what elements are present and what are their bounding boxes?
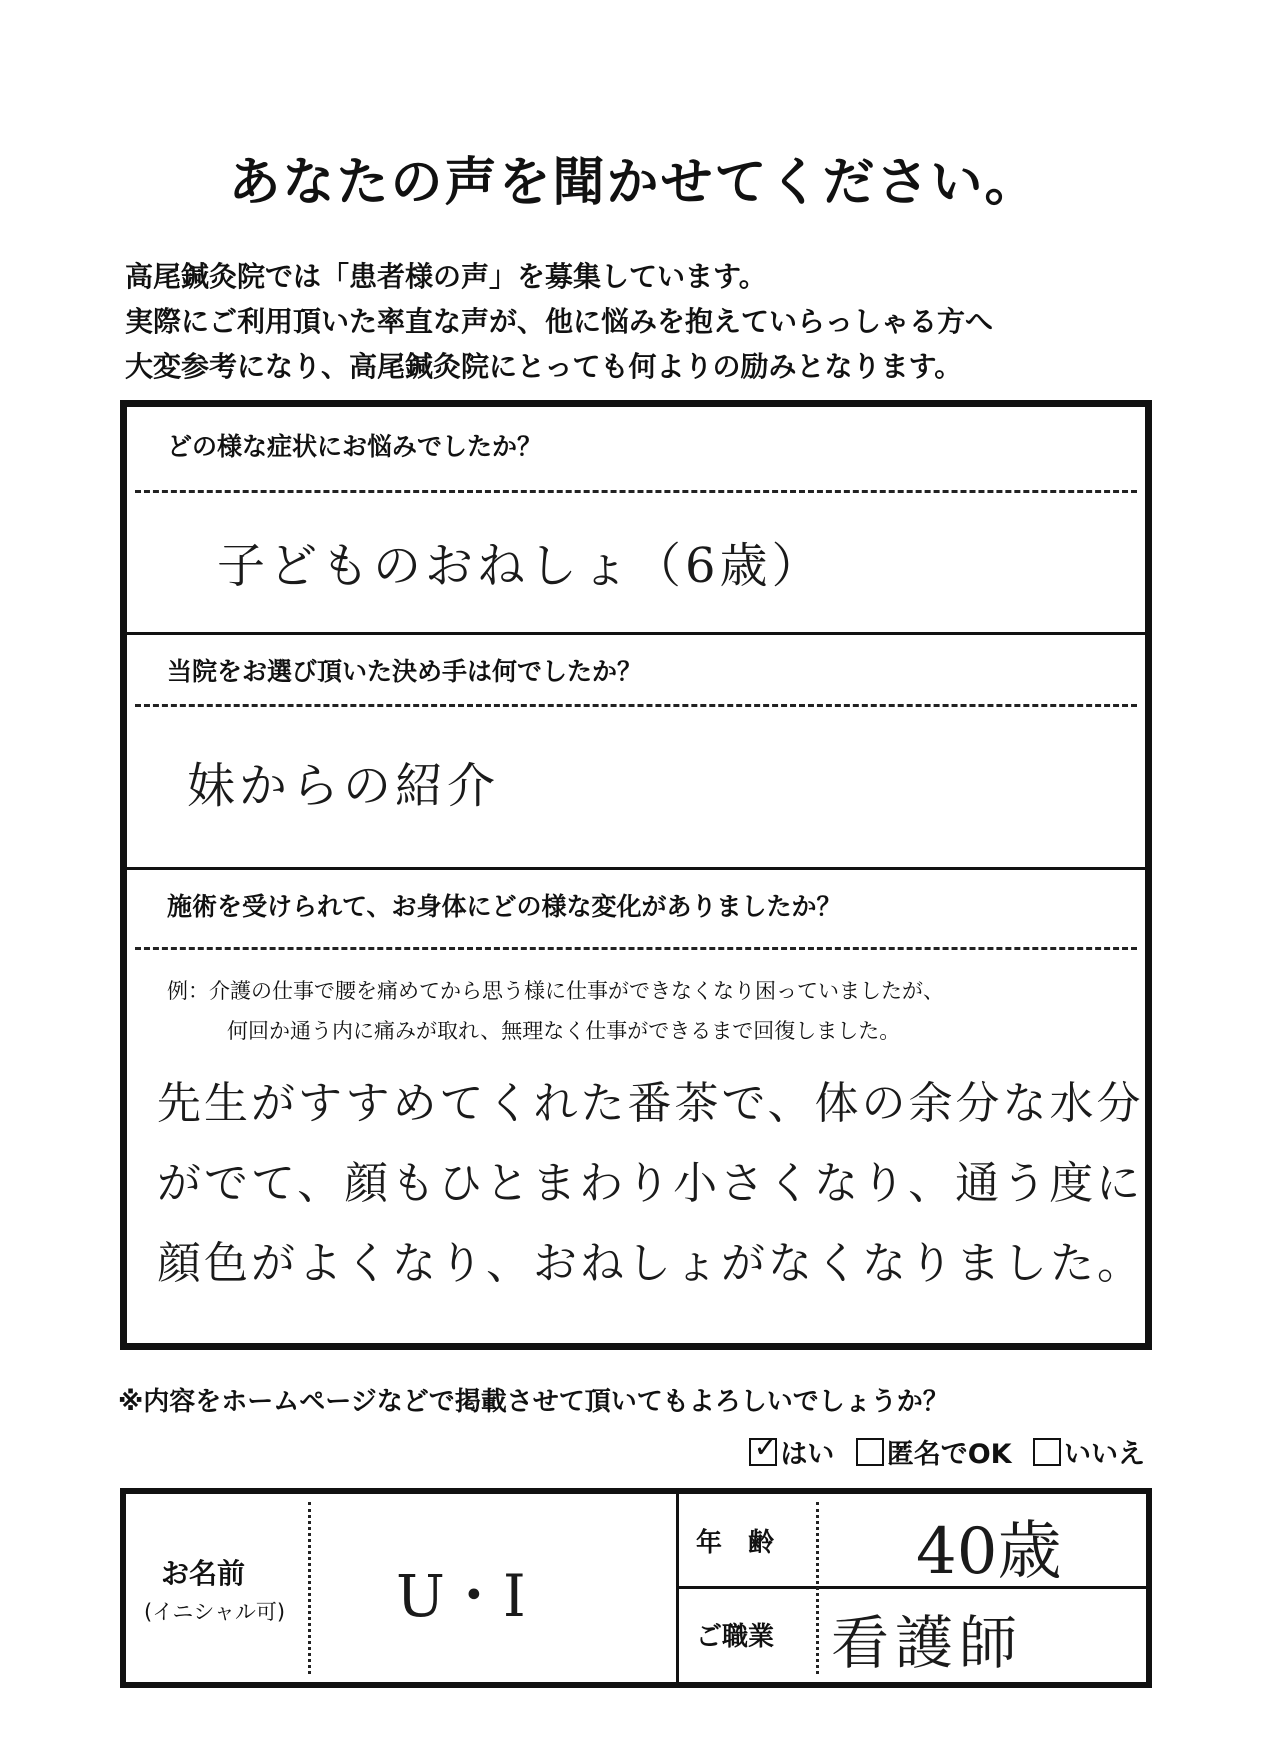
divider xyxy=(135,947,1137,950)
check-icon: ✓ xyxy=(753,1430,779,1465)
example-line-1: 例：介護の仕事で腰を痛めてから思う様に仕事ができなくなり困っていましたが、 xyxy=(167,979,944,1003)
yes-checkbox[interactable] xyxy=(749,1430,779,1466)
divider xyxy=(135,704,1137,707)
divider xyxy=(676,1586,1146,1589)
no-checkbox[interactable] xyxy=(1033,1438,1061,1466)
divider xyxy=(127,867,1145,870)
anonymous-ok-label: 匿名でOK xyxy=(886,1439,1012,1470)
question-3-answer-line-1: 先生がすすめてくれた番茶で、体の余分な水分 xyxy=(157,1078,1144,1129)
occupation-value: 看護師 xyxy=(831,1609,1024,1677)
age-label: 年 齢 xyxy=(696,1528,775,1558)
consent-options xyxy=(737,1432,1145,1471)
intro-line-2: 実際にご利用頂いた率直な声が、他に悩みを抱えていらっしゃる方へ xyxy=(125,305,994,338)
anonymous-ok-checkbox[interactable] xyxy=(856,1438,884,1466)
question-3-label: 施術を受けられて、お身体にどの様な変化がありましたか？ xyxy=(167,892,842,921)
intro-line-3: 大変参考になり、高尾鍼灸院にとっても何よりの励みとなります。 xyxy=(125,350,963,383)
divider xyxy=(816,1502,819,1674)
yes-label: はい xyxy=(780,1439,835,1470)
divider xyxy=(127,632,1145,635)
personal-info-table xyxy=(120,1488,1152,1688)
question-3-answer-line-3: 顔色がよくなり、おねしょがなくなりました。 xyxy=(157,1238,1144,1289)
divider xyxy=(135,490,1137,493)
question-2-answer: 妹からの紹介 xyxy=(187,758,500,814)
page-title: あなたの声を聞かせてください。 xyxy=(228,153,1039,213)
consent-question: ※内容をホームページなどで掲載させて頂いてもよろしいでしょうか？ xyxy=(118,1387,949,1417)
question-3-answer-line-2: がでて、顔もひとまわり小さくなり、通う度に xyxy=(157,1158,1144,1209)
no-label: いいえ xyxy=(1064,1439,1145,1470)
intro-line-1: 高尾鍼灸院では「患者様の声」を募集しています。 xyxy=(125,260,767,293)
age-value: 40歳 xyxy=(916,1515,1062,1589)
question-1-label: どの様な症状にお悩みでしたか？ xyxy=(167,432,543,461)
occupation-label: ご職業 xyxy=(696,1622,775,1652)
name-value: U・I xyxy=(396,1562,526,1630)
name-label: お名前 xyxy=(161,1557,246,1590)
question-2-label: 当院をお選び頂いた決め手は何でしたか？ xyxy=(167,657,643,686)
divider xyxy=(308,1502,311,1674)
example-line-2: 何回か通う内に痛みが取れ、無理なく仕事ができるまで回復しました。 xyxy=(227,1019,901,1043)
question-1-answer: 子どものおねしょ（6歳） xyxy=(217,538,824,594)
questionnaire-box xyxy=(120,400,1152,1350)
name-sublabel: (イニシャル可) xyxy=(144,1600,286,1624)
